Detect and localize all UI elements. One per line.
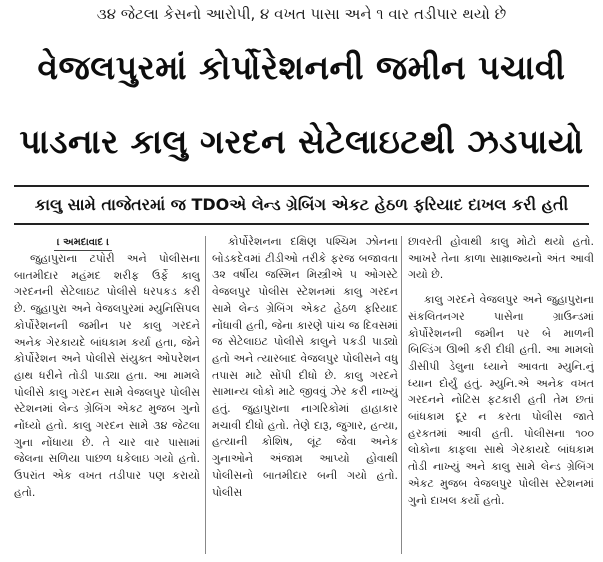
headline-line-2: પાડનાર કાલુ ગરદન સેટેલાઇટથી ઝડપાયો [19, 122, 584, 161]
paragraph: જુહાપુરાના ટપોરી અને પોલીસના બાતમીદાર મહંમદ શરીફ ઉર્ફે કાલુ ગરદનની સેટેલાઇટ પોલીસે ધરપકડ કરી છે. જુહાપુરા અને વેજલપુરમાં મ્યુનિસિપલ કોર્પોરેશનની જમીન પર કાલુ ગરદને અનેક ગેરકાયદે બાંધકામ કર્યા હતા, જેને કોર્પોરેશન અને પોલીસે સંયુક્ત ઓપરેશન હાથ ધરીને તોડી પાડ્યા હતા. આ મામલે પોલીસે કાલુ ગરદન સામે વેજલપુર પોલીસ સ્ટેશનમાં લેન્ડ ગ્રેબિંગ એકટ મુજબ ગુનો નોંધ્યો હતો. કાલુ ગરદન સામે ૩૪ જેટલા ગુના નોંધાયા છે. તે ચાર વાર પાસામાં જેલના સળિયા પાછળ ધકેલાઇ ગયો હતો. ઉપરાંત એક વખત તડીપાર પણ કરાયો હતો. [14, 252, 200, 499]
paragraph: કોર્પોરેશનના દક્ષિણ પશ્ચિમ ઝોનના બોડકદેવમાં ટીડીઓ તરીકે ફરજ બજાવતા ૩૨ વર્ષીય જસ્મિન મિસ્ત્રીએ ૫ ઓગસ્ટે વેજલપુર પોલીસ સ્ટેશનમાં કાલુ ગરદન સામે લેન્ડ ગ્રેબિંગ એકટ હેઠળ ફરિયાદ નોંધાવી હતી, જેના કારણે પાંચ જ દિવસમાં જ સેટેલાઇટ પોલીસે કાલુને પકડી પાડ્યો હતો અને ત્યારબાદ વેજલપુર પોલીસને વધુ તપાસ માટે સોંપી દીધો છે. કાલુ ગરદને સામાન્ય લોકો માટે જીવવું ઝેર કરી નાખ્યું હતું. જુહાપુરાના નાગરિકોમાં હાહાકાર મચાવી દીધો હતો. તેણે દારૂ, જુગાર, હત્યા, હત્યાની કોશિષ, લૂંટ જેવા અનેક ગુનાઓને અંજામ આપ્યો હોવાથી પોલીસનો બાતમીદાર બની ગયો હતો. પોલીસ [212, 235, 398, 499]
article-column-2 [212, 234, 398, 554]
paragraph: કાલુ ગરદને વેજલપુર અને જુહાપુરાના સંકલિતનગર પાસેના ગ્રાઉન્ડમાં કોર્પોરેશનની જમીન પર બે માળની બિલ્ડિંગ ઊભી કરી દીધી હતી. આ મામલો ડીસીપી ડેલુના ધ્યાને આવતા મ્યુનિ.નું ધ્યાન દોર્યું હતું. મ્યુનિ.એ અનેક વખત ગરદનને નોટિસ ફટકારી હતી તેમ છતાં બાંધકામ દૂર ન કરતા પોલીસ જાતે હરકતમાં આવી હતી. પોલીસના ૧૦૦ લોકોના કાફલા સાથે ગેરકાયદે બાંધકામ તોડી નાખ્યું અને કાલુ સામે લેન્ડ ગ્રેબિંગ એકટ મુજબ વેજલપુર પોલીસ સ્ટેશનમાં ગુનો દાખલ કર્યો હતો. [408, 293, 594, 507]
deck-subheadline: કાલુ સામે તાજેતરમાં જ TDOએ લેન્ડ ગ્રેબિંગ એકટ હેઠળ ફરિયાદ દાખલ કરી હતી [14, 185, 589, 225]
column-divider [205, 236, 206, 554]
column-divider [401, 236, 402, 554]
article-column-1 [14, 234, 200, 554]
dateline: । અમદાવાદ । [54, 236, 112, 251]
article-column-3 [408, 234, 594, 554]
kicker-line: ૩૪ જેટલા કેસનો આરોપી, ૪ વખત પાસા અને ૧ વાર તડીપાર થયો છે [96, 5, 507, 23]
paragraph: છાવરતી હોવાથી કાલુ મોટો થયો હતો. આખરે તેના કાળા સામ્રાજ્યનો અંત આવી ગયો છે. [408, 235, 594, 282]
headline-line-1: વેજલપુરમાં કોર્પોરેશનની જમીન પચાવી [37, 48, 566, 87]
